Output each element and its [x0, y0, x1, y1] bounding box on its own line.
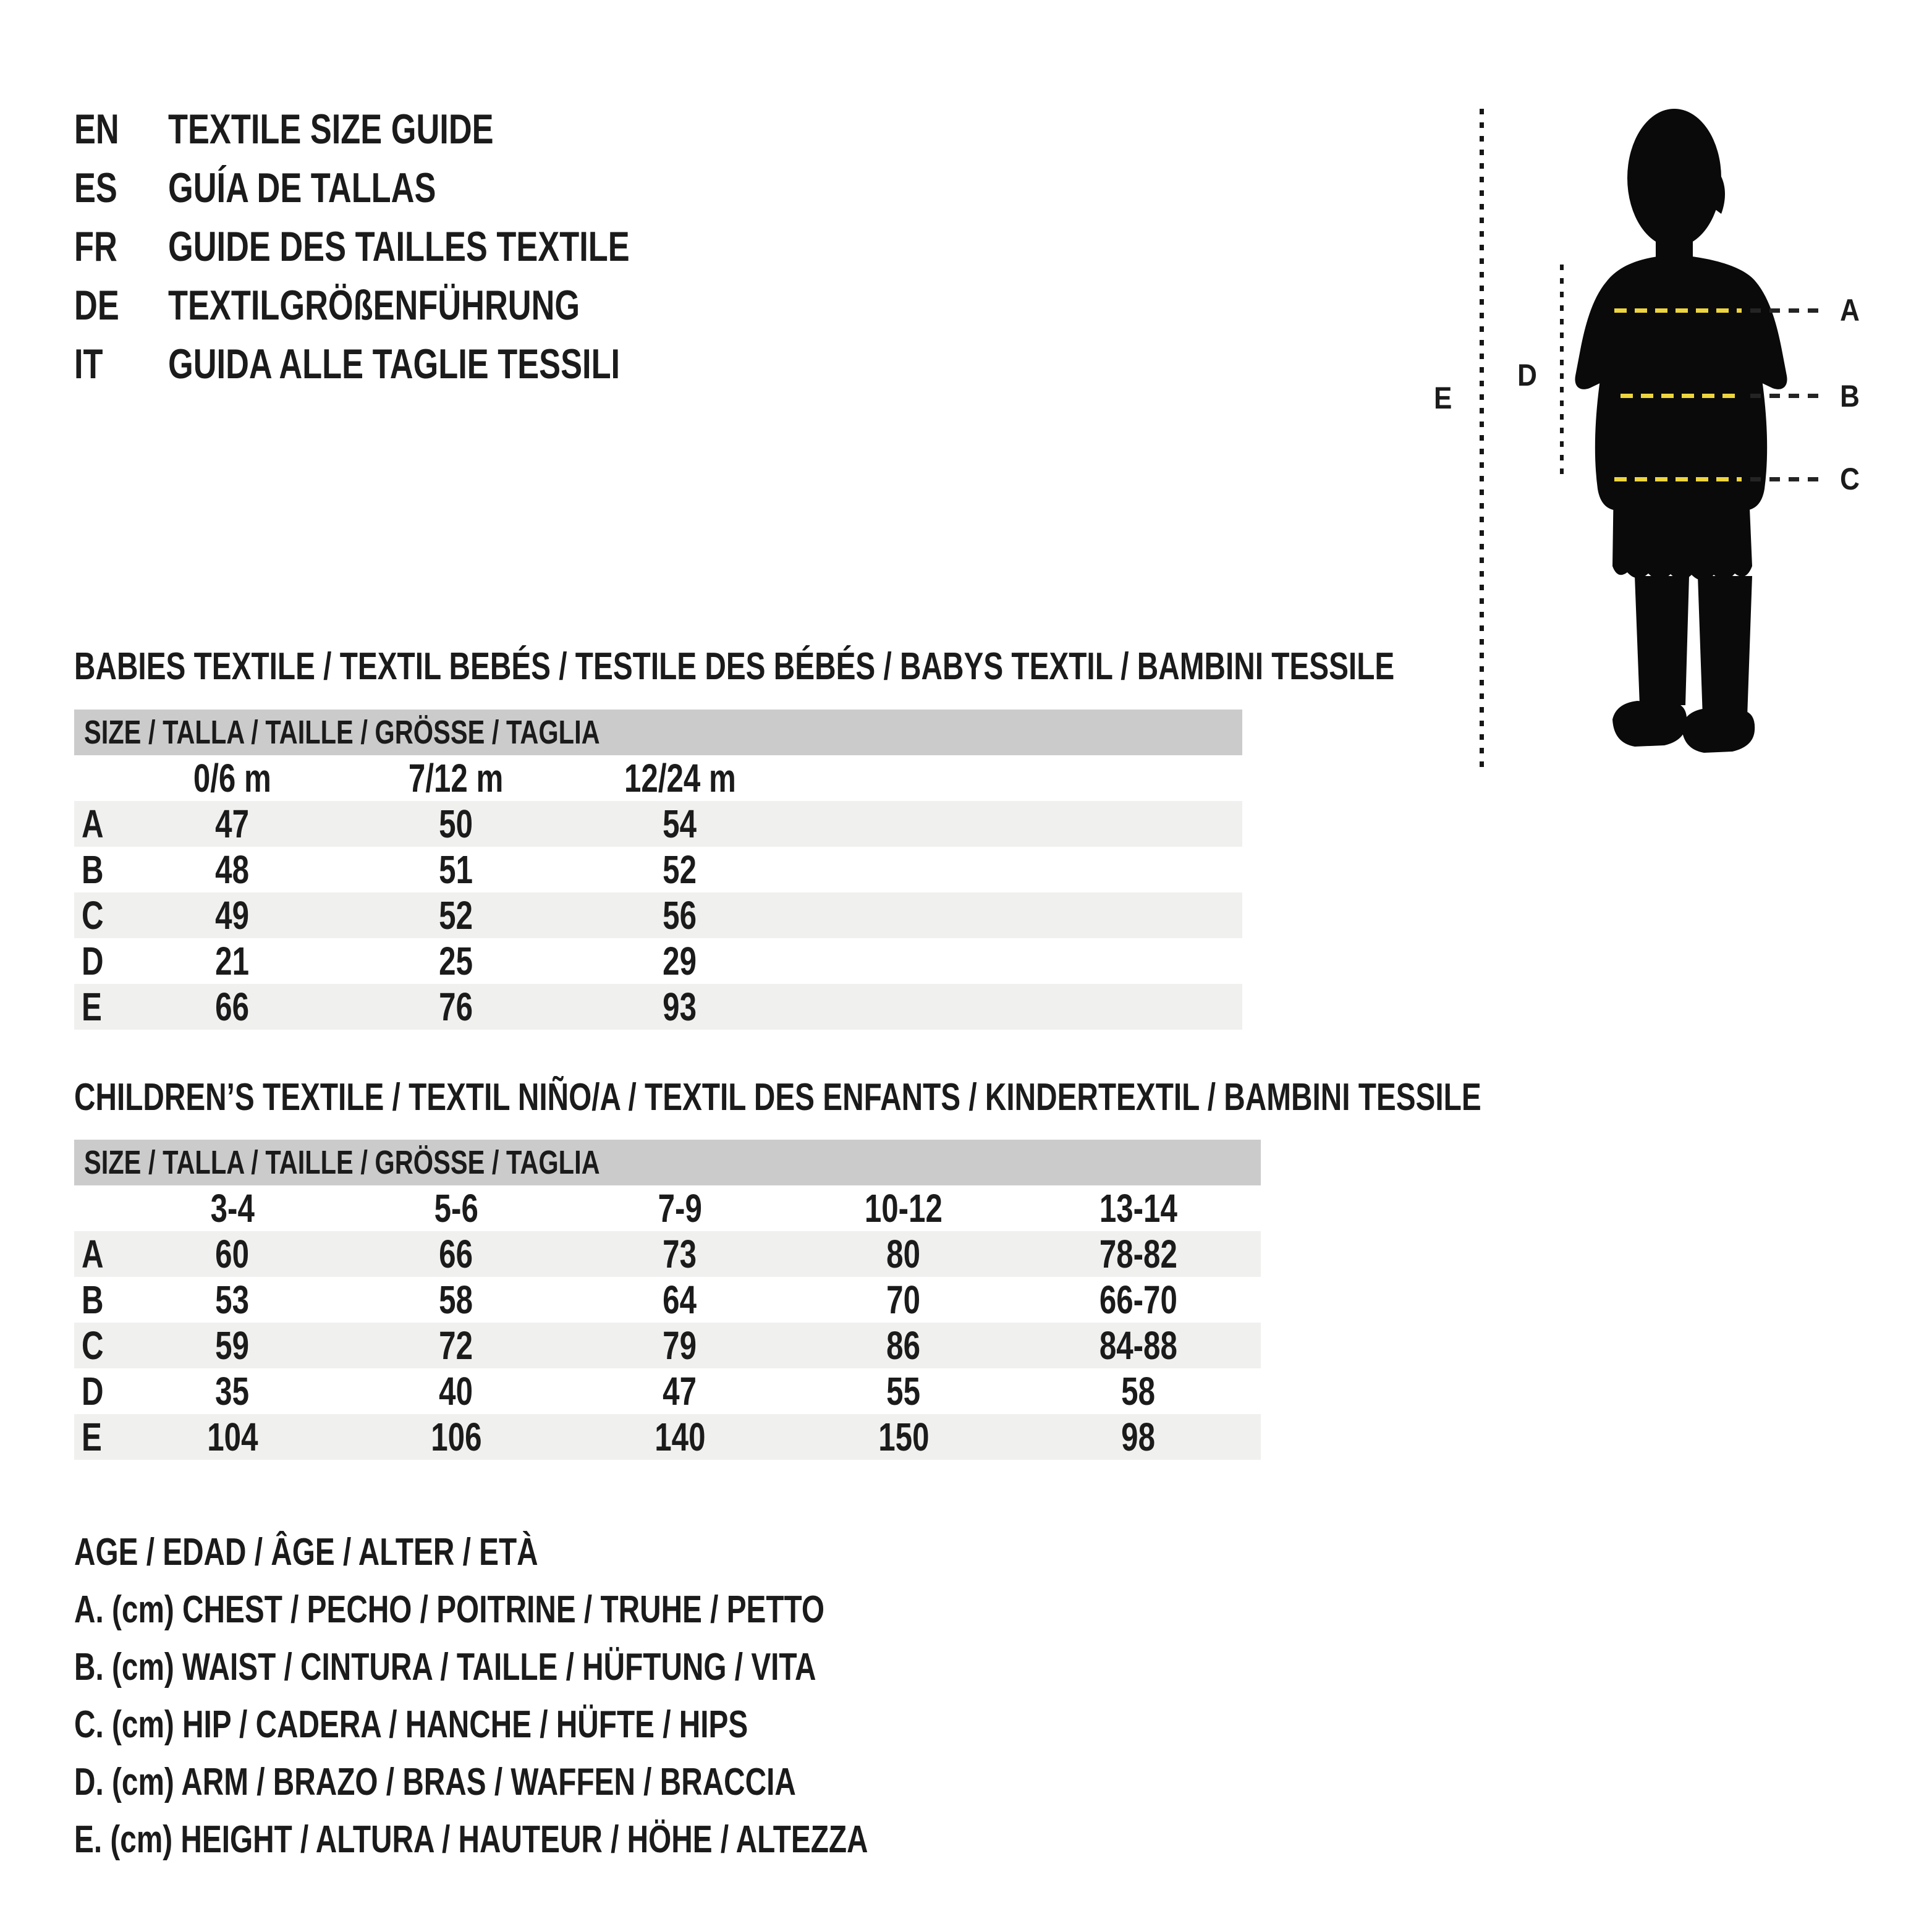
- row-label: E: [82, 1415, 102, 1459]
- legend-line-age: AGE / EDAD / ÂGE / ALTER / ETÀ: [74, 1531, 538, 1574]
- row-label: C: [82, 1323, 104, 1368]
- size-value-cell: 58: [1121, 1369, 1155, 1413]
- language-code: ES: [74, 164, 117, 211]
- size-value-cell: 47: [663, 1369, 697, 1413]
- language-code: DE: [74, 282, 119, 329]
- size-value-cell: 48: [215, 847, 250, 892]
- size-value-cell: 58: [439, 1277, 473, 1322]
- children-table: [74, 1140, 1261, 1460]
- babies-row-a: [74, 801, 1242, 847]
- size-value-cell: 51: [439, 847, 473, 892]
- language-row-de: [74, 276, 768, 335]
- size-value-cell: 29: [663, 939, 697, 983]
- measure-label-e: E: [1434, 381, 1452, 415]
- size-value-cell: 70: [886, 1277, 921, 1322]
- children-size-header-bar: SIZE / TALLA / TAILLE / GRÖSSE / TAGLIA: [74, 1140, 1261, 1185]
- size-value-cell: 52: [663, 847, 697, 892]
- children-row-c: [74, 1323, 1261, 1368]
- language-row-es: [74, 159, 768, 218]
- measure-label-a: A: [1840, 293, 1860, 328]
- size-value-cell: 140: [654, 1415, 706, 1459]
- children-row-d: [74, 1368, 1261, 1414]
- size-value-cell: 72: [439, 1323, 473, 1368]
- row-label: B: [82, 1277, 104, 1322]
- measure-label-b: B: [1840, 379, 1860, 413]
- legend-line-arm: D. (cm) ARM / BRAZO / BRAS / WAFFEN / BRACCIA: [74, 1761, 796, 1803]
- legend-line-waist: B. (cm) WAIST / CINTURA / TAILLE / HÜFTUNG / VITA: [74, 1646, 816, 1688]
- chest-measure-line-a-yellow: [1614, 308, 1742, 313]
- language-title-list: [74, 100, 768, 394]
- size-value-cell: 86: [886, 1323, 921, 1368]
- size-value-cell: 52: [439, 893, 473, 938]
- size-value-cell: 35: [215, 1369, 250, 1413]
- waist-measure-line-b-black: [1750, 394, 1823, 398]
- guide-title-it: GUIDA ALLE TAGLIE TESSILI: [168, 341, 621, 388]
- children-table-title: CHILDREN’S TEXTILE / TEXTIL NIÑO/A / TEXTIL DES ENFANTS / KINDERTEXTIL / BAMBINI TESSILE: [74, 1076, 1481, 1119]
- babies-row-d: [74, 938, 1242, 984]
- size-value-cell: 21: [215, 939, 250, 983]
- babies-col-header: 7/12 m: [409, 756, 504, 800]
- babies-row-e: [74, 984, 1242, 1030]
- size-value-cell: 25: [439, 939, 473, 983]
- size-value-cell: 98: [1121, 1415, 1155, 1459]
- measure-label-d: D: [1517, 358, 1537, 392]
- chest-measure-line-a-black: [1750, 308, 1823, 313]
- silhouette-left-shoe: [1612, 701, 1687, 747]
- children-col-header: 10-12: [864, 1186, 943, 1231]
- babies-col-header: 0/6 m: [193, 756, 272, 800]
- measurement-legend: [74, 1523, 1105, 1868]
- language-code: IT: [74, 341, 103, 388]
- row-label: D: [82, 1369, 104, 1413]
- size-value-cell: 47: [215, 802, 250, 846]
- row-label: E: [82, 985, 102, 1029]
- legend-line-height: E. (cm) HEIGHT / ALTURA / HAUTEUR / HÖHE / ALTEZZA: [74, 1818, 868, 1861]
- size-value-cell: 78-82: [1099, 1232, 1177, 1276]
- legend-line-chest: A. (cm) CHEST / PECHO / POITRINE / TRUHE / PETTO: [74, 1588, 824, 1631]
- size-value-cell: 104: [206, 1415, 258, 1459]
- babies-column-header-row: [74, 755, 1242, 801]
- row-label: A: [82, 802, 104, 846]
- size-value-cell: 80: [886, 1232, 921, 1276]
- language-row-en: [74, 100, 768, 159]
- babies-col-header: 12/24 m: [624, 756, 736, 800]
- children-column-header-row: [74, 1185, 1261, 1231]
- arm-measure-line-d: [1560, 265, 1564, 475]
- size-value-cell: 66-70: [1099, 1277, 1177, 1322]
- silhouette-right-arm: [1731, 379, 1767, 511]
- babies-table-title: BABIES TEXTILE / TEXTIL BEBÉS / TESTILE DES BÉBÉS / BABYS TEXTIL / BAMBINI TESSILE: [74, 645, 1395, 688]
- children-col-header: 3-4: [210, 1186, 255, 1231]
- size-value-cell: 106: [430, 1415, 482, 1459]
- babies-table: [74, 710, 1242, 1030]
- language-code: FR: [74, 223, 117, 270]
- language-row-fr: [74, 218, 768, 276]
- size-value-cell: 59: [215, 1323, 250, 1368]
- waist-measure-line-b-yellow: [1621, 394, 1742, 398]
- babies-row-b: [74, 847, 1242, 892]
- children-row-b: [74, 1277, 1261, 1323]
- guide-title-fr: GUIDE DES TAILLES TEXTILE: [168, 223, 630, 270]
- silhouette-shorts: [1612, 480, 1752, 580]
- children-col-header: 5-6: [434, 1186, 478, 1231]
- size-value-cell: 40: [439, 1369, 473, 1413]
- row-label: A: [82, 1232, 104, 1276]
- hip-measure-line-c-black: [1750, 477, 1823, 481]
- legend-line-hip: C. (cm) HIP / CADERA / HANCHE / HÜFTE / HIPS: [74, 1703, 748, 1746]
- silhouette-right-leg: [1698, 576, 1752, 718]
- language-row-it: [74, 335, 768, 394]
- silhouette-left-arm: [1595, 379, 1631, 511]
- children-row-a: [74, 1231, 1261, 1277]
- size-value-cell: 60: [215, 1232, 250, 1276]
- hip-measure-line-c-yellow: [1614, 477, 1742, 481]
- size-value-cell: 73: [663, 1232, 697, 1276]
- size-value-cell: 56: [663, 893, 697, 938]
- size-value-cell: 50: [439, 802, 473, 846]
- language-code: EN: [74, 106, 119, 153]
- size-value-cell: 76: [439, 985, 473, 1029]
- size-value-cell: 54: [663, 802, 697, 846]
- size-value-cell: 55: [886, 1369, 921, 1413]
- size-value-cell: 64: [663, 1277, 697, 1322]
- row-label: D: [82, 939, 104, 983]
- measure-label-c: C: [1840, 462, 1860, 496]
- children-col-header: 13-14: [1099, 1186, 1177, 1231]
- silhouette-right-shoe: [1682, 708, 1755, 753]
- silhouette-head: [1627, 109, 1721, 247]
- guide-title-en: TEXTILE SIZE GUIDE: [168, 106, 494, 153]
- row-label: B: [82, 847, 104, 892]
- guide-title-es: GUÍA DE TALLAS: [168, 164, 436, 211]
- babies-size-header-bar: SIZE / TALLA / TAILLE / GRÖSSE / TAGLIA: [74, 710, 1242, 755]
- size-value-cell: 93: [663, 985, 697, 1029]
- size-value-cell: 66: [439, 1232, 473, 1276]
- size-value-cell: 150: [878, 1415, 930, 1459]
- size-value-cell: 84-88: [1099, 1323, 1177, 1368]
- row-label: C: [82, 893, 104, 938]
- children-row-e: [74, 1414, 1261, 1460]
- guide-title-de: TEXTILGRÖßENFÜHRUNG: [168, 282, 580, 329]
- size-value-cell: 79: [663, 1323, 697, 1368]
- size-value-cell: 66: [215, 985, 250, 1029]
- babies-row-c: [74, 892, 1242, 938]
- size-value-cell: 49: [215, 893, 250, 938]
- children-col-header: 7-9: [658, 1186, 702, 1231]
- size-value-cell: 53: [215, 1277, 250, 1322]
